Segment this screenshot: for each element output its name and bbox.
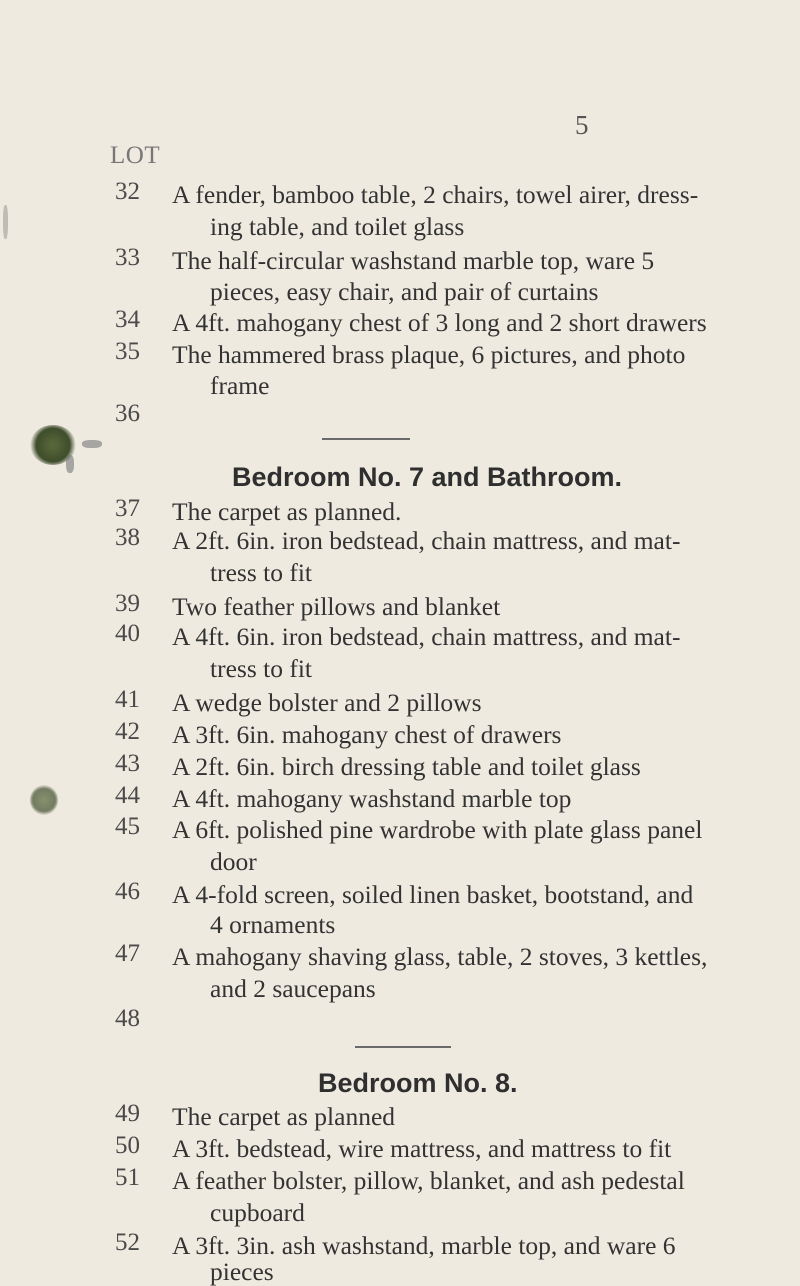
lot-number: 32 [115, 178, 140, 205]
lot-description: A 3ft. 3in. ash washstand, marble top, and ware 6 [172, 1231, 676, 1260]
lot-description-continuation: pieces [210, 1257, 274, 1286]
lot-number: 50 [115, 1132, 140, 1159]
lot-description-continuation: pieces, easy chair, and pair of curtains [210, 277, 599, 306]
lot-number: 46 [115, 878, 140, 905]
lot-number: 40 [115, 620, 140, 647]
section-heading: Bedroom No. 8. [318, 1068, 518, 1098]
lot-description-continuation: tress to fit [210, 558, 312, 587]
lot-description-continuation: and 2 saucepans [210, 974, 376, 1003]
lot-description: A 6ft. polished pine wardrobe with plate glass panel [172, 815, 703, 844]
lot-number: 47 [115, 940, 140, 967]
lot-number: 35 [115, 338, 140, 365]
lot-number: 37 [115, 495, 140, 522]
lot-number: 33 [115, 244, 140, 271]
lot-description-continuation: 4 ornaments [210, 910, 336, 939]
lot-number: 52 [115, 1229, 140, 1256]
lot-number: 39 [115, 590, 140, 617]
lot-number: 41 [115, 686, 140, 713]
lot-number: 34 [115, 306, 140, 333]
lot-description: Two feather pillows and blanket [172, 592, 501, 621]
lot-description: A 3ft. 6in. mahogany chest of drawers [172, 720, 562, 749]
margin-stain [30, 785, 58, 815]
lot-description: The hammered brass plaque, 6 pictures, and photo [172, 340, 686, 369]
lot-description: A 2ft. 6in. birch dressing table and toilet glass [172, 752, 641, 781]
lot-description: A 4-fold screen, soiled linen basket, bootstand, and [172, 880, 694, 909]
lot-number: 44 [115, 782, 140, 809]
lot-number: 38 [115, 524, 140, 551]
margin-mark [66, 455, 74, 473]
lot-description-continuation: cupboard [210, 1198, 305, 1227]
lot-description: A mahogany shaving glass, table, 2 stoves, 3 kettles, [172, 942, 708, 971]
lot-description: A wedge bolster and 2 pillows [172, 688, 482, 717]
lot-description-continuation: door [210, 847, 257, 876]
lot-description: The half-circular washstand marble top, ware 5 [172, 246, 655, 275]
section-divider [322, 438, 410, 440]
lot-description-continuation: ing table, and toilet glass [210, 212, 465, 241]
lot-description: A fender, bamboo table, 2 chairs, towel airer, dress- [172, 180, 699, 209]
margin-mark [82, 440, 102, 448]
lot-description: A 3ft. bedstead, wire mattress, and mattress to fit [172, 1134, 672, 1163]
lot-number: 45 [115, 813, 140, 840]
lot-number: 36 [115, 400, 140, 427]
margin-mark [3, 205, 8, 239]
lot-number: 42 [115, 718, 140, 745]
lot-number: 51 [115, 1164, 140, 1191]
lot-number: 43 [115, 750, 140, 777]
lot-number: 49 [115, 1100, 140, 1127]
lot-description: A 2ft. 6in. iron bedstead, chain mattress, and mat- [172, 526, 681, 555]
page-number: 5 [575, 110, 589, 140]
section-heading: Bedroom No. 7 and Bathroom. [232, 462, 623, 492]
lot-description: A 4ft. mahogany washstand marble top [172, 784, 572, 813]
lot-description-continuation: frame [210, 371, 270, 400]
section-divider [355, 1046, 451, 1048]
lot-description: A 4ft. 6in. iron bedstead, chain mattress, and mat- [172, 622, 681, 651]
lot-description: A 4ft. mahogany chest of 3 long and 2 short drawers [172, 308, 707, 337]
lot-description: A feather bolster, pillow, blanket, and ash pedestal [172, 1166, 685, 1195]
lot-number: 48 [115, 1005, 140, 1032]
lot-description-continuation: tress to fit [210, 654, 312, 683]
lot-description: The carpet as planned [172, 1102, 396, 1131]
lot-description: The carpet as planned. [172, 497, 402, 526]
lot-column-header: LOT [110, 142, 161, 169]
